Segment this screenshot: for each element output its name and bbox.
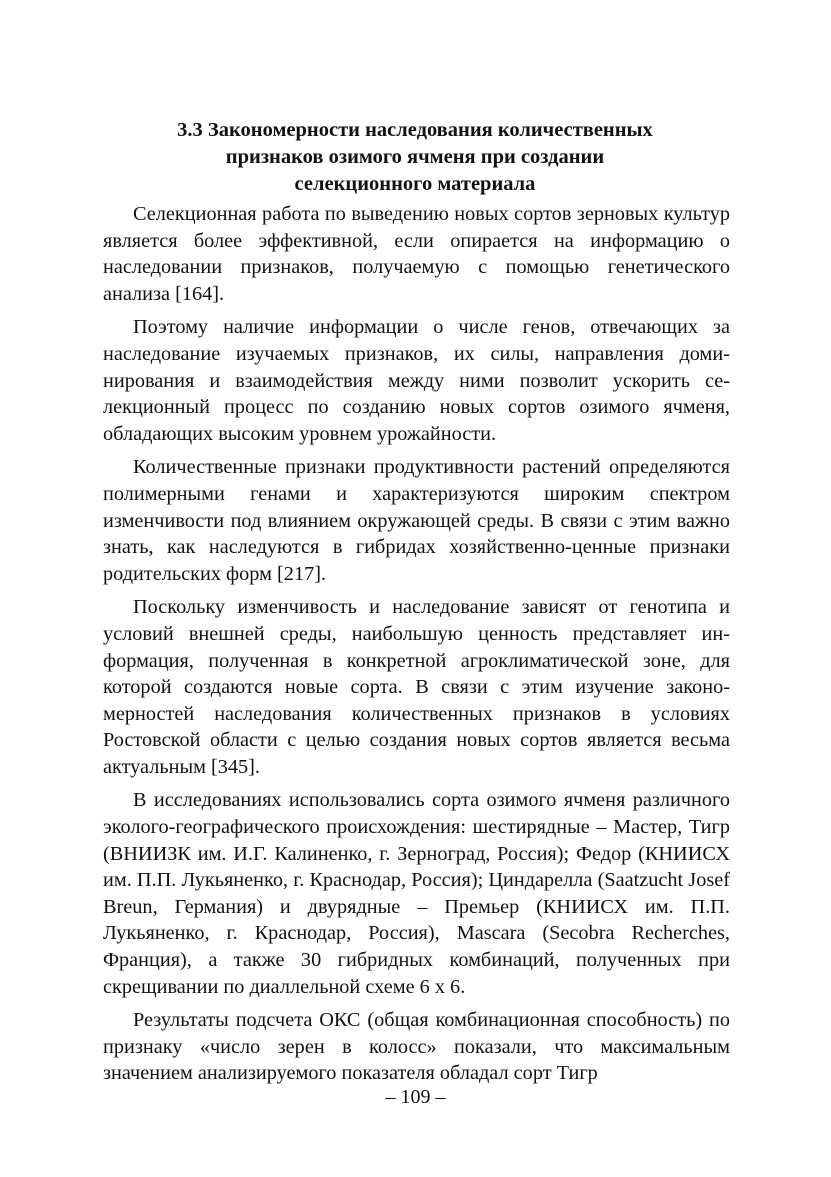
paragraph: Селекционная работа по выведению новых сортов зерновых культур является более эффективной, если опирается на информацию о наследовании признаков, получаемую с помощью генетического анализа [164]. bbox=[103, 203, 730, 305]
paragraph: Количественные признаки продуктивности растений определяются полимерными генами и характеризуются широким спектром изменчивости под влиянием окружающей среды. В связи с этим важно знать, как наследуются в гибридах хозяйственно-ценные признаки родительских форм [217]. bbox=[103, 456, 730, 585]
paragraph: Поэтому наличие информации о числе генов, отвечающих за наследование изучаемых признаков, их силы, направления доминирования и взаимодействия между ними позволит ускорить селекционный процесс по созданию новых сортов озимого ячменя, обладающих высоким уровнем урожайности. bbox=[103, 316, 730, 445]
section-title-line: признаков озимого ячменя при создании bbox=[225, 146, 605, 168]
page-number: – 109 – bbox=[385, 1086, 446, 1108]
body-text bbox=[103, 201, 730, 1094]
paragraph: В исследованиях использовались сорта озимого ячменя различного эколого-географического происхождения: шестирядные – Мастер, Тигр (ВНИИЗК им. И.Г. Калиненко, г. Зерноград, Россия); Федор (КНИИСХ им. П.П. Лукьяненко, г. Краснодар, Россия); Циндарелла (Saatzucht Josef Breun, Германия) и двурядные – Премьер (КНИИСХ им. П.П. Лукьяненко, г. Краснодар, Россия), Mascara (Secobra Recherches, Франция), а также 30 гибридных комбинаций, полученных при скрещивании по диаллельной схеме 6 х 6. bbox=[103, 789, 730, 998]
paragraph: Результаты подсчета ОКС (общая комбинационная способность) по признаку «число зерен в колосс» показали, что максимальным значением анализируемого показателя обладал сорт Тигр bbox=[103, 1009, 730, 1085]
section-title-line: 3.3 Закономерности наследования количественных bbox=[177, 119, 653, 141]
section-title-line: селекционного материала bbox=[294, 173, 536, 195]
section-title bbox=[100, 117, 730, 198]
paragraph: Поскольку изменчивость и наследование зависят от генотипа и условий внешней среды, наибольшую ценность представляет информация, полученная в конкретной агроклиматической зоне, для которой создаются новые сорта. В связи с этим изучение закономерностей наследования количественных признаков в условиях Ростовской области с целью создания новых сортов является весьма актуальным [345]. bbox=[103, 596, 730, 778]
